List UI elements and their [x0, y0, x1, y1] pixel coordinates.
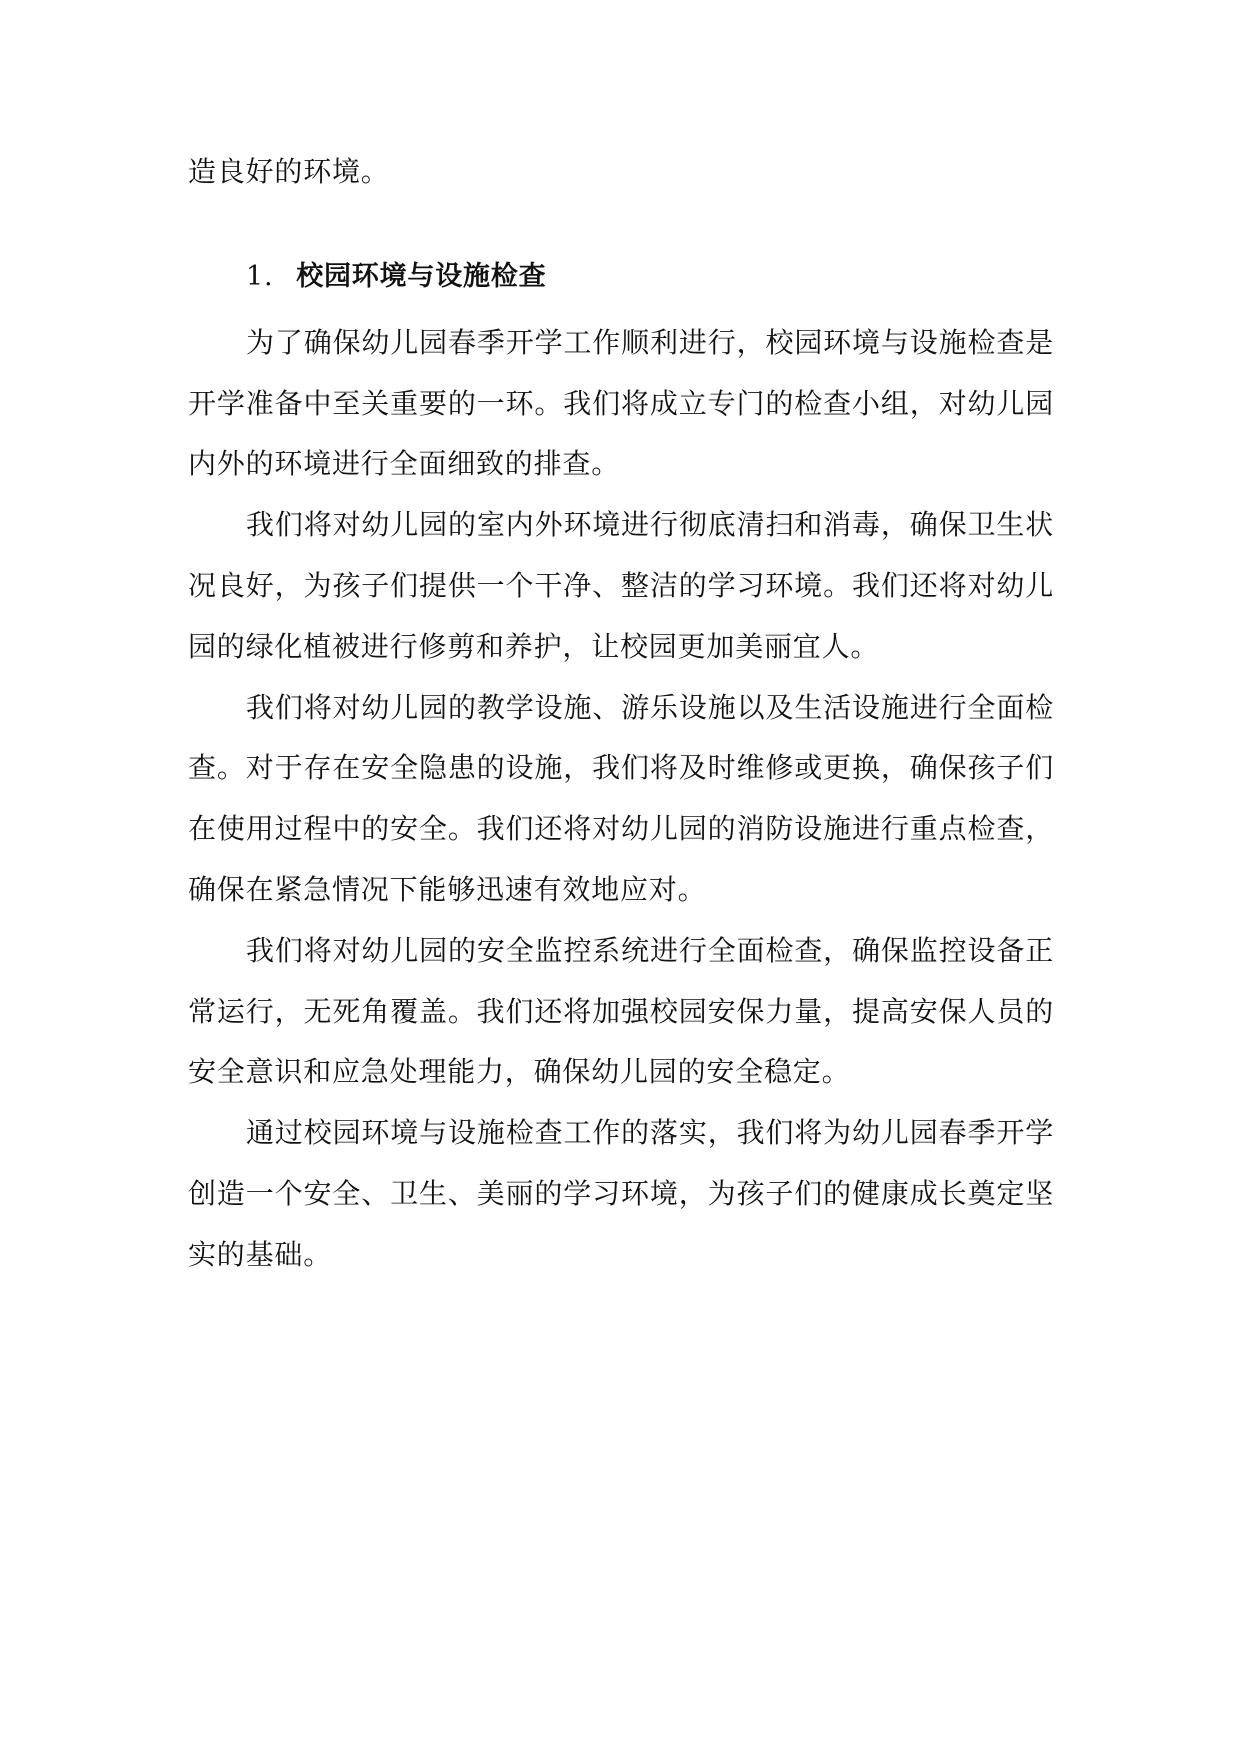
body-paragraph-5: 通过校园环境与设施检查工作的落实，我们将为幼儿园春季开学创造一个安全、卫生、美丽的学习环境，为孩子们的健康成长奠定坚实的基础。	[188, 1116, 1054, 1271]
document-body	[188, 142, 1054, 1286]
section-heading	[188, 247, 1054, 307]
continuation-paragraph: 造良好的环境。	[188, 155, 390, 188]
body-paragraph-2: 我们将对幼儿园的室内外环境进行彻底清扫和消毒，确保卫生状况良好，为孩子们提供一个干净、整洁的学习环境。我们还将对幼儿园的绿化植被进行修剪和养护，让校园更加美丽宜人。	[188, 508, 1054, 663]
body-paragraph-3: 我们将对幼儿园的教学设施、游乐设施以及生活设施进行全面检查。对于存在安全隐患的设施，我们将及时维修或更换，确保孩子们在使用过程中的安全。我们还将对幼儿园的消防设施进行重点检查，确保在紧急情况下能够迅速有效地应对。	[188, 690, 1054, 906]
section-number: 1.	[246, 260, 274, 292]
body-paragraph-1: 为了确保幼儿园春季开学工作顺利进行，校园环境与设施检查是开学准备中至关重要的一环。我们将成立专门的检查小组，对幼儿园内外的环境进行全面细致的排查。	[188, 325, 1054, 481]
section-title: 校园环境与设施检查	[296, 260, 547, 292]
body-paragraph-4: 我们将对幼儿园的安全监控系统进行全面检查，确保监控设备正常运行，无死角覆盖。我们还将加强校园安保力量，提高安保人员的安全意识和应急处理能力，确保幼儿园的安全稳定。	[188, 933, 1054, 1089]
